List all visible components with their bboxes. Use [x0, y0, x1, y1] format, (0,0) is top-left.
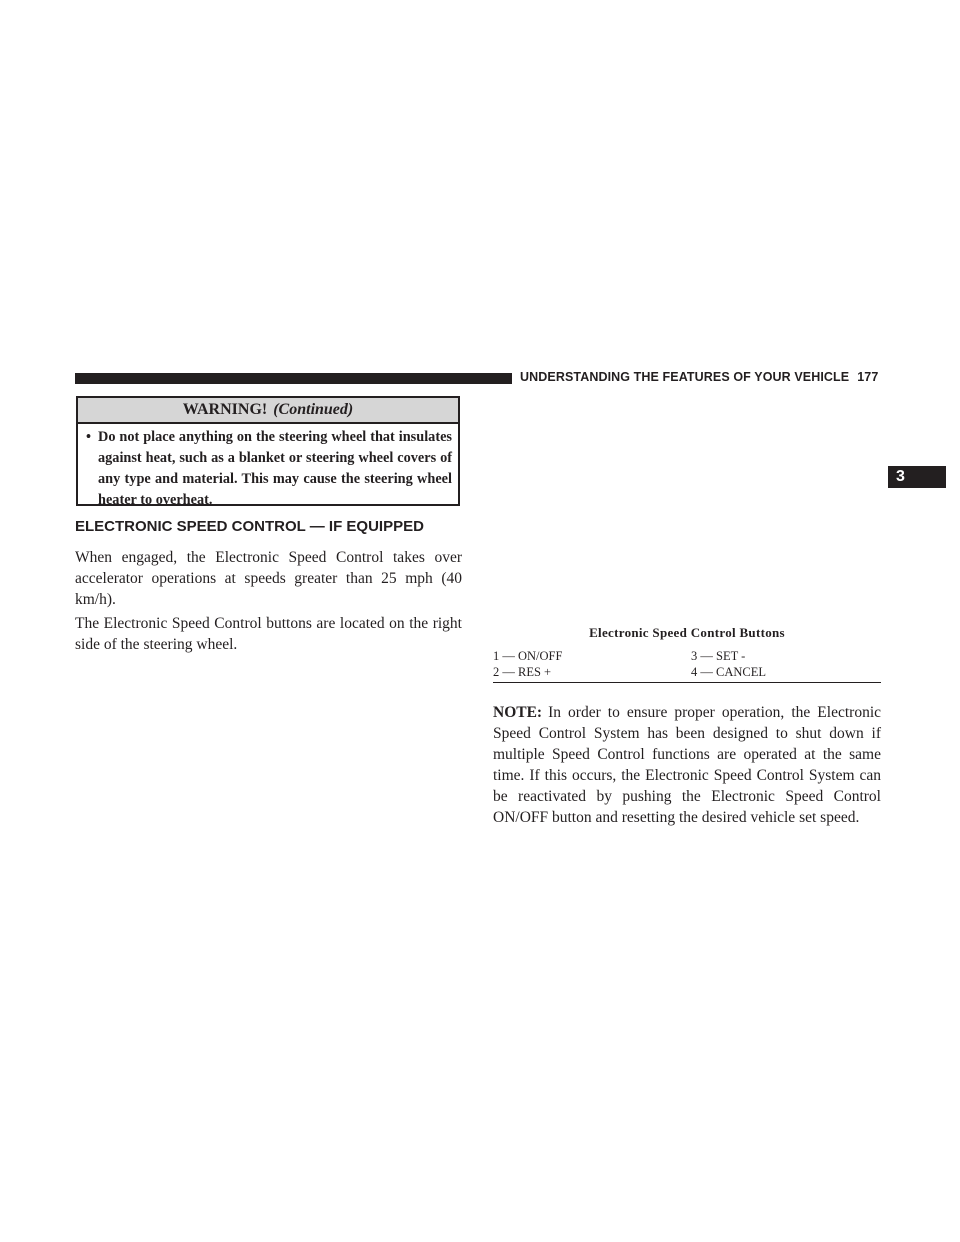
warning-body [78, 424, 458, 511]
header-rule [75, 373, 512, 384]
legend-item: 1 — ON/OFF [493, 649, 563, 663]
note-text: In order to ensure proper operation, the Electronic Speed Control System has been designed to shut down if multiple Speed Control functions are operated at the same time. If this occurs, the Electronic Speed Control System can be reactivated by pushing the Electronic Speed Control ON/OFF button and resetting the desired vehicle set speed. [493, 704, 881, 826]
legend-item: 3 — SET - [691, 649, 746, 663]
chapter-tab: 3 [888, 466, 946, 488]
warning-text: Do not place anything on the steering wheel that insulates against heat, such as a blanket or steering wheel covers of any type and material. This may cause the steering wheel heater to overheat. [98, 429, 452, 508]
figure-caption: Electronic Speed Control Buttons [589, 625, 785, 640]
page-number: 177 [857, 370, 879, 384]
note-label: NOTE: [493, 704, 543, 721]
bullet: • [86, 429, 92, 445]
figure-legend [493, 649, 881, 683]
warning-title: WARNING! [182, 401, 268, 418]
warning-continued: (Continued) [273, 401, 354, 418]
body-paragraph: The Electronic Speed Control buttons are located on the right side of the steering wheel. [75, 615, 462, 653]
legend-item: 2 — RES + [493, 665, 552, 679]
header-title: UNDERSTANDING THE FEATURES OF YOUR VEHICLE [520, 370, 850, 384]
section-heading: ELECTRONIC SPEED CONTROL — IF EQUIPPED [75, 518, 424, 535]
warning-header [78, 398, 458, 424]
running-header [520, 370, 886, 384]
note-paragraph [493, 702, 881, 828]
body-paragraph: When engaged, the Electronic Speed Control takes over accelerator operations at speeds greater than 25 mph (40 km/h). [75, 549, 462, 608]
warning-box [76, 396, 460, 506]
legend-item: 4 — CANCEL [691, 665, 766, 679]
